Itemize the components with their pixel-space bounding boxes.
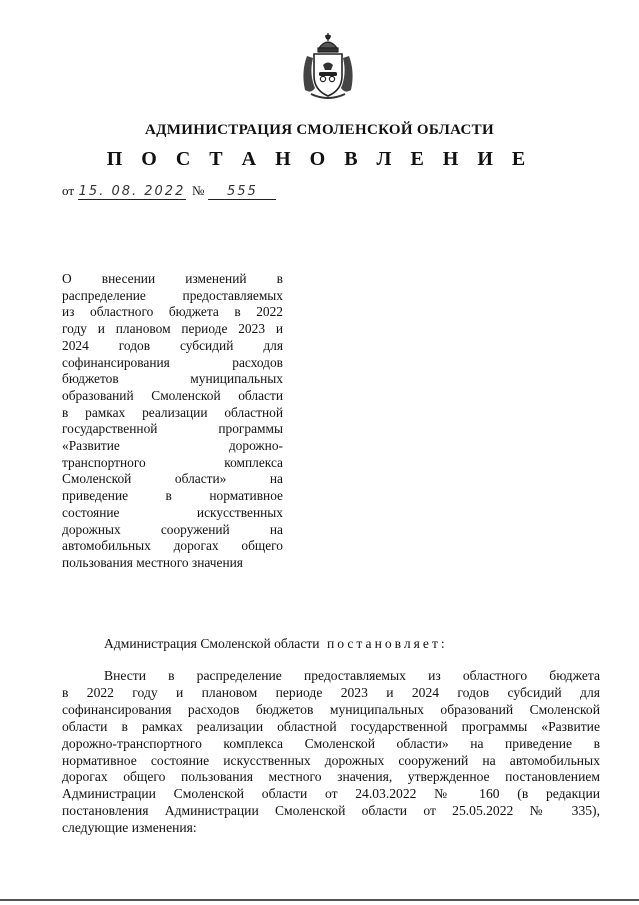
subject-line: дорожных сооружений на — [62, 521, 283, 537]
registration-number: 555 — [208, 185, 276, 200]
body-line: нормативное состояние искусственных дорожных сооружений на автомобильных — [62, 752, 600, 768]
subject-line: пользования местного значения — [62, 554, 243, 570]
coat-of-arms-icon — [297, 32, 359, 102]
registration-date: 15. 08. 2022 — [78, 184, 186, 199]
body-line: Внести в распределение предоставляемых из областного бюджета — [104, 668, 600, 683]
body-line: следующие изменения: — [62, 820, 197, 836]
subject-line: распределение предоставляемых — [62, 287, 283, 303]
subject-line: О внесении изменений в — [62, 271, 283, 286]
subject-line: автомобильных дорогах общего — [62, 538, 283, 554]
page-bottom-edge — [0, 899, 639, 901]
body-line: области в рамках реализации областной государственной программы «Развитие — [62, 718, 600, 734]
subject-line: году и плановом периоде 2023 и — [62, 321, 283, 337]
subject-line: образований Смоленской области — [62, 387, 283, 403]
subject-line: состояние искусственных — [62, 504, 283, 520]
resolution-body — [62, 668, 600, 837]
date-prefix: от — [62, 183, 75, 198]
subject-line: 2024 годов субсидий для — [62, 337, 283, 353]
body-line: Администрации Смоленской области от 24.03.2022 № 160 (в редакции — [62, 786, 600, 802]
subject-line: бюджетов муниципальных — [62, 371, 283, 387]
subject-line: приведение в нормативное — [62, 488, 283, 504]
subject-line: «Развитие дорожно- — [62, 438, 283, 454]
subject-line: транспортного комплекса — [62, 454, 283, 470]
subject-line: из областного бюджета в 2022 — [62, 304, 283, 320]
document-type-title: П О С Т А Н О В Л Е Н И Е — [106, 148, 533, 170]
preamble-verb: постановляет: — [326, 636, 448, 651]
subject-line: Смоленской области» на — [62, 471, 283, 487]
organization-title: АДМИНИСТРАЦИЯ СМОЛЕНСКОЙ ОБЛАСТИ — [145, 122, 494, 138]
body-line: софинансирования расходов бюджетов муниципальных образований Смоленской — [62, 701, 600, 717]
body-line: постановления Администрации Смоленской области от 25.05.2022 № 335), — [62, 803, 600, 819]
number-prefix: № — [192, 183, 205, 198]
body-line: дорожно-транспортного комплекса Смоленской области» на приведение в — [62, 735, 600, 751]
registration-line — [62, 183, 276, 200]
body-line: в 2022 году и плановом периоде 2023 и 2024 годов субсидий для — [62, 684, 600, 700]
subject-line: государственной программы — [62, 421, 283, 437]
preamble — [104, 636, 448, 652]
body-line: дорогах общего пользования местного значения, утвержденное постановлением — [62, 769, 600, 785]
document-subject — [62, 271, 283, 572]
subject-line: в рамках реализации областной — [62, 404, 283, 420]
subject-line: софинансирования расходов — [62, 354, 283, 370]
preamble-text: Администрация Смоленской области — [104, 636, 320, 651]
